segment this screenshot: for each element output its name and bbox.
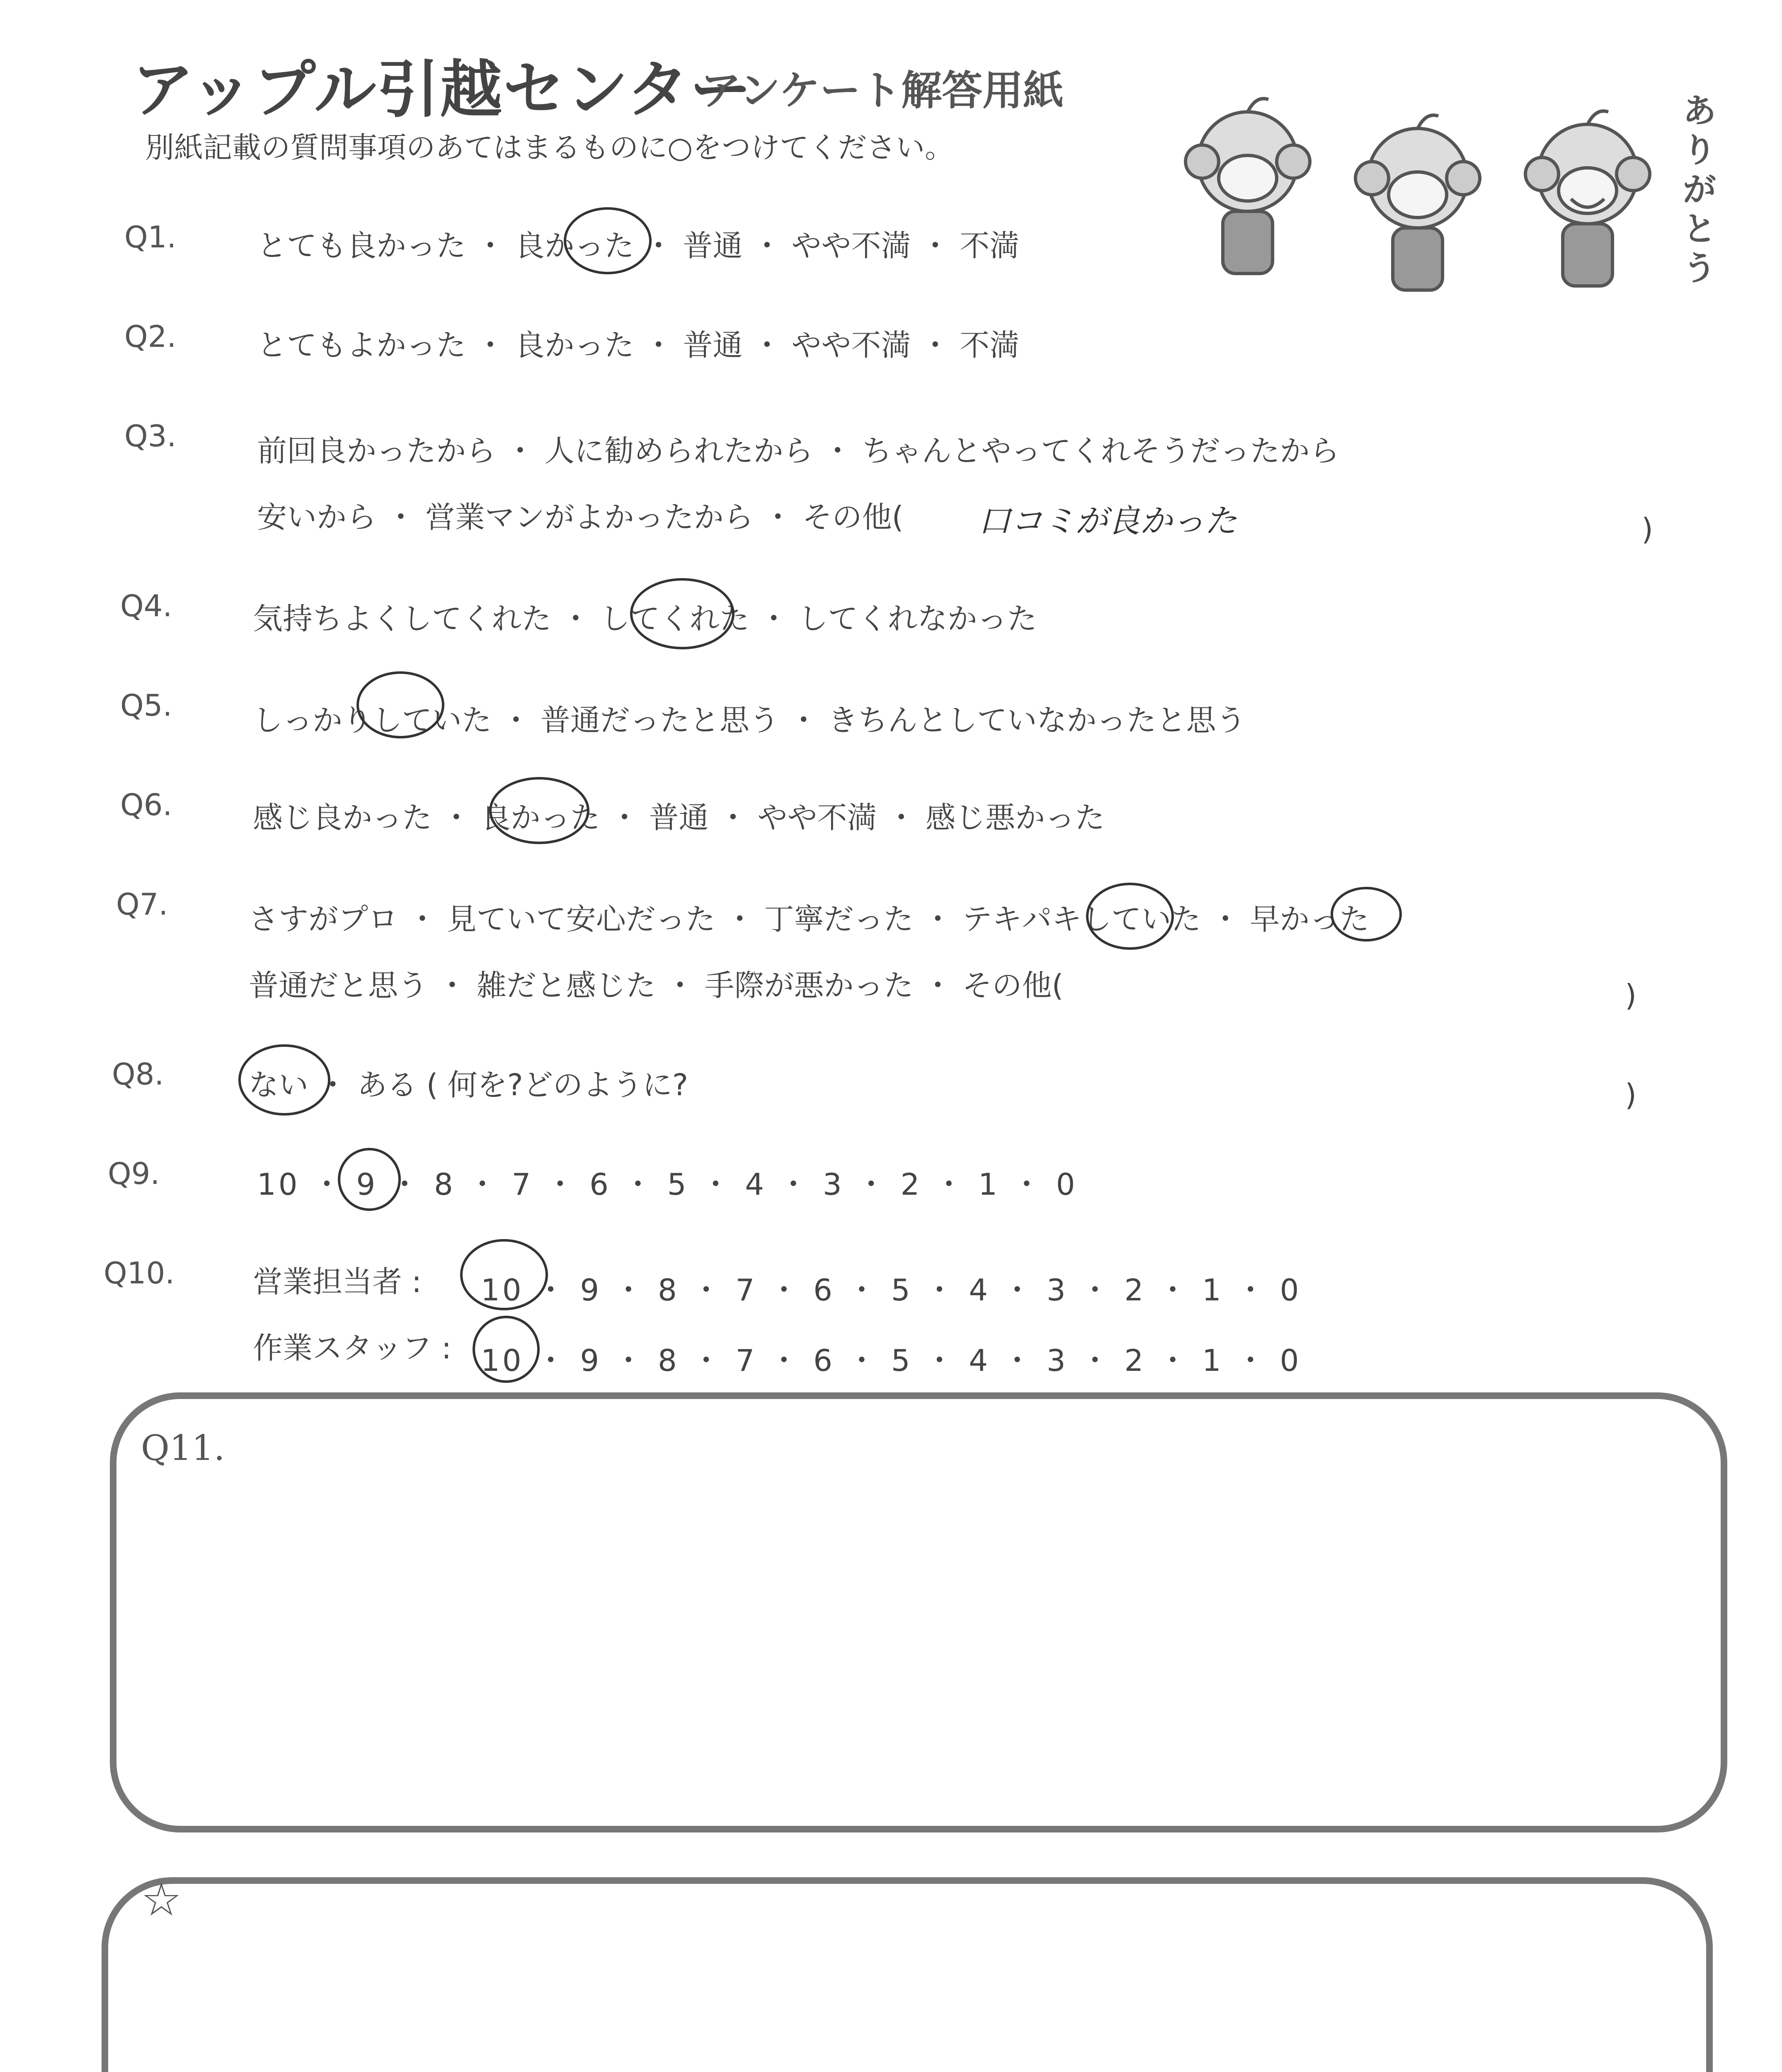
q6-number: Q6. [120,787,172,822]
form-subtitle: アンケート解答用紙 [701,67,1064,114]
q7-answer-circle-2 [1331,887,1402,942]
q7-close-paren: ) [1625,978,1637,1013]
q10-staff-scale: 10 ・ 9 ・ 8 ・ 7 ・ 6 ・ 5 ・ 4 ・ 3 ・ 2 ・ 1 ・ 0 [481,1343,1302,1378]
q1-answer-circle [564,207,652,274]
q4-number: Q4. [120,588,172,623]
q9-number: Q9. [108,1156,160,1191]
q7-options-line2: 普通だと思う ・ 雑だと感じた ・ 手際が悪かった ・ その他( [249,968,1064,1003]
q4-answer-circle [630,578,735,649]
q9-scale: 10 ・ 9 ・ 8 ・ 7 ・ 6 ・ 5 ・ 4 ・ 3 ・ 2 ・ 1 ・ 0 [257,1167,1078,1202]
q8-answer-circle [238,1044,330,1116]
q3-number: Q3. [124,419,177,453]
q10-sales-answer-circle [460,1239,548,1310]
q9-answer-circle [338,1148,401,1211]
q10-staff-label: 作業スタッフ : [253,1331,452,1365]
q3-other-answer: 口コミが良かった [978,503,1237,540]
monkey-mascot-icon [1161,70,1720,303]
q8-options: ない ・ ある ( 何を?どのように? [249,1067,689,1102]
q2-number: Q2. [124,319,177,354]
star-comment-box[interactable] [102,1877,1713,2072]
brand-title: アップル引越センター [132,54,753,126]
q10-sales-scale: 10 ・ 9 ・ 8 ・ 7 ・ 6 ・ 5 ・ 4 ・ 3 ・ 2 ・ 1 ・ 0 [481,1273,1302,1307]
q5-answer-circle [356,671,444,738]
q10-sales-label: 営業担当者 : [253,1264,422,1299]
q3-options-line2: 安いから ・ 営業マンがよかったから ・ その他( [257,500,904,535]
q8-number: Q8. [112,1057,164,1092]
q3-close-paren: ) [1641,512,1654,547]
q7-answer-circle-1 [1086,883,1174,950]
q5-options: しっかりしていた ・ 普通だったと思う ・ きちんとしていなかったと思う [253,703,1246,738]
q4-options: 気持ちよくしてくれた ・ してくれた ・ してくれなかった [253,601,1037,636]
q8-close-paren: ) [1625,1077,1637,1112]
q11-comment-box[interactable] [110,1392,1727,1832]
q10-number: Q10. [104,1256,175,1290]
q2-options: とてもよかった ・ 良かった ・ 普通 ・ やや不満 ・ 不満 [257,328,1020,363]
q1-number: Q1. [124,220,177,254]
star-icon: ☆ [141,1873,182,1926]
q10-staff-answer-circle [473,1316,540,1383]
instruction-text: 別紙記載の質問事項のあてはまるものに○をつけてください。 [145,131,954,165]
q1-options: とても良かった ・ 良かった ・ 普通 ・ やや不満 ・ 不満 [257,228,1020,263]
q7-number: Q7. [116,887,168,922]
thanks-text: ありがとう [1683,92,1716,288]
q11-label: Q11. [141,1428,225,1468]
q6-options: 感じ良かった ・ 良かった ・ 普通 ・ やや不満 ・ 感じ悪かった [253,800,1105,835]
q3-options-line1: 前回良かったから ・ 人に勧められたから ・ ちゃんとやってくれそうだったから [257,433,1340,468]
q7-options-line1: さすがプロ ・ 見ていて安心だった ・ 丁寧だった ・ テキパキしていた ・ 早かった [249,902,1370,937]
q5-number: Q5. [120,688,172,723]
q6-answer-circle [489,777,589,844]
